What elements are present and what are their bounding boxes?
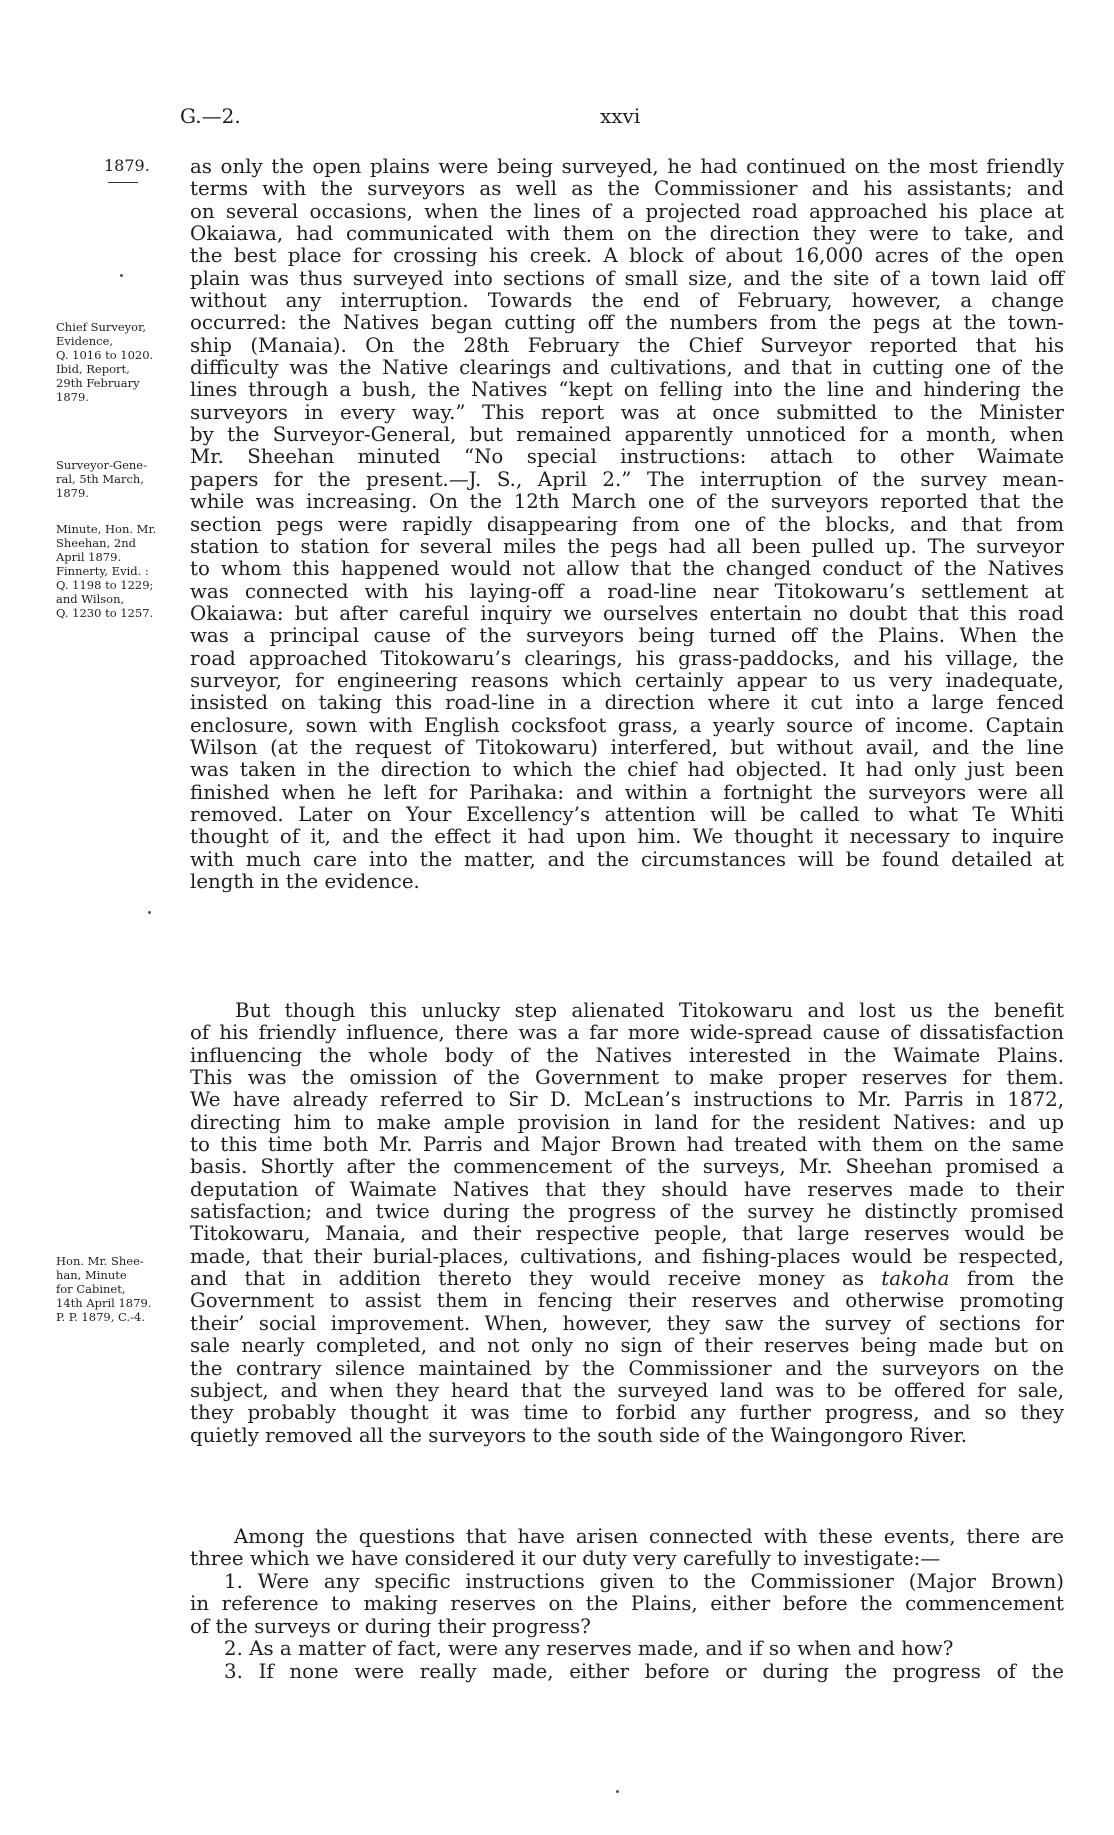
print-speck	[148, 911, 151, 914]
question-1: 1. Were any specific instructions given to the Commissioner (Major Brown) in reference to making reserves on the Plains, either before the commencement of the surveys or during their progress?	[190, 1570, 1064, 1638]
margin-year: 1879.	[104, 156, 150, 175]
page-number: xxvi	[600, 104, 641, 128]
paragraph-3: Among the questions that have arisen connected with these events, there are three which we have considered it our duty very carefully to investigate:—	[190, 1525, 1064, 1571]
side-note-cabinet-minute: Hon. Mr. Shee- han, Minute for Cabinet, 14th April 1879. P. P. 1879, C.-4.	[56, 1254, 152, 1324]
print-speck	[120, 274, 123, 277]
question-3: 3. If none were really made, either before or during the progress of the	[224, 1660, 1064, 1683]
takoha-line: and that in addition thereto they would receive money as takoha from the	[190, 1267, 1064, 1291]
takoha-word: takoha	[881, 1267, 950, 1291]
document-reference: G.—2.	[180, 104, 241, 128]
year-underline	[108, 182, 138, 183]
print-speck	[616, 1790, 619, 1793]
paragraph-2: But though this unlucky step alienated Titokowaru and lost us the benefit of his friendly influence, there was a far more wide-spread cause of dissatisfaction influencing the whole body of the Natives interested in the Waimate Plains. This was the omission of the Government to make proper reserves for them. We have already referred to Sir D. McLean’s instructions to Mr. Parris in 1872, directing him to make ample provision in land for the resident Natives: and up to this time both Mr. Parris and Major Brown had treated with them on the same basis. Shortly after the commencement of the surveys, Mr. Sheehan promised a deputation of Waimate Natives that they should have reserves made to their satisfaction; and twice during the progress of the survey he distinctly promised Titokowaru, Manaia, and their respective people, that large reserves would be made, that their burial-places, cultivations, and fishing-places would be respected, and that in addition thereto they would receive money as takoha from the Government to assist them in fencing their reserves and otherwise promoting their’ social improvement. When, however, they saw the survey of sections for sale nearly completed, and not only no sign of their reserves being made but on the contrary silence maintained by the Commissioner and the surveyors on the subject, and when they heard that the surveyed land was to be offered for sale, they probably thought it was time to forbid any further progress, and so they quietly removed all the surveyors to the south side of the Waingongoro River.	[190, 999, 1064, 1447]
side-note-chief-surveyor: Chief Surveyor, Evidence, Q. 1016 to 1020. Ibid, Report, 29th February 1879.	[56, 320, 154, 404]
side-note-surveyor-general: Surveyor-Gene- ral, 5th March, 1879.	[56, 458, 147, 500]
paragraph-1: as only the open plains were being surveyed, he had continued on the most friendly terms with the surveyors as well as the Commissioner and his assistants; and on several occasions, when the lines of a projected road approached his place at Okaiawa, had communicated with them on the direction they were to take, and the best place for crossing his creek. A block of about 16,000 acres of the open plain was thus surveyed into sections of small size, and the site of a town laid off without any interruption. Towards the end of February, however, a change occurred: the Natives began cutting off the numbers from the pegs at the town- ship (Manaia). On the 28th February the Chief Surveyor reported that his difficulty was the Native clearings and cultivations, and that in cutting one of the lines through a bush, the Natives “kept on felling into the line and hindering the surveyors in every way.” This report was at once submitted to the Minister by the Surveyor-General, but remained apparently unnoticed for a month, when Mr. Sheehan minuted “No special instructions: attach to other Waimate papers for the present.—J. S., April 2.” The interruption of the survey mean- while was increasing. On the 12th March one of the surveyors reported that the section pegs were rapidly disappearing from one of the blocks, and that from station to station for several miles the pegs had all been pulled up. The surveyor to whom this happened would not allow that the changed conduct of the Natives was connected with his laying-off a road-line near Titokowaru’s settlement at Okaiawa: but after careful inquiry we ourselves entertain no doubt that this road was a principal cause of the surveyors being turned off the Plains. When the road approached Titokowaru’s clearings, his grass-paddocks, and his village, the surveyor, for engineering reasons which certainly appear to us very inadequate, insisted on taking this road-line in a direction where it cut into a large fenced enclosure, sown with English cocksfoot grass, a yearly source of income. Captain Wilson (at the request of Titokowaru) interfered, but without avail, and the line was taken in the direction to which the chief had objected. It had only just been finished when he left for Parihaka: and within a fortnight the surveyors were all removed. Later on Your Excellency’s attention will be called to what Te Whiti thought of it, and the effect it had upon him. We thought it necessary to inquire with much care into the matter, and the circumstances will be found detailed at length in the evidence.	[190, 155, 1064, 893]
side-note-minute-sheehan: Minute, Hon. Mr. Sheehan, 2nd April 1879. Finnerty, Evid. : Q. 1198 to 1229; and Wilson, Q. 1230 to 1257.	[56, 522, 157, 620]
question-2: 2. As a matter of fact, were any reserves made, and if so when and how?	[224, 1637, 954, 1660]
